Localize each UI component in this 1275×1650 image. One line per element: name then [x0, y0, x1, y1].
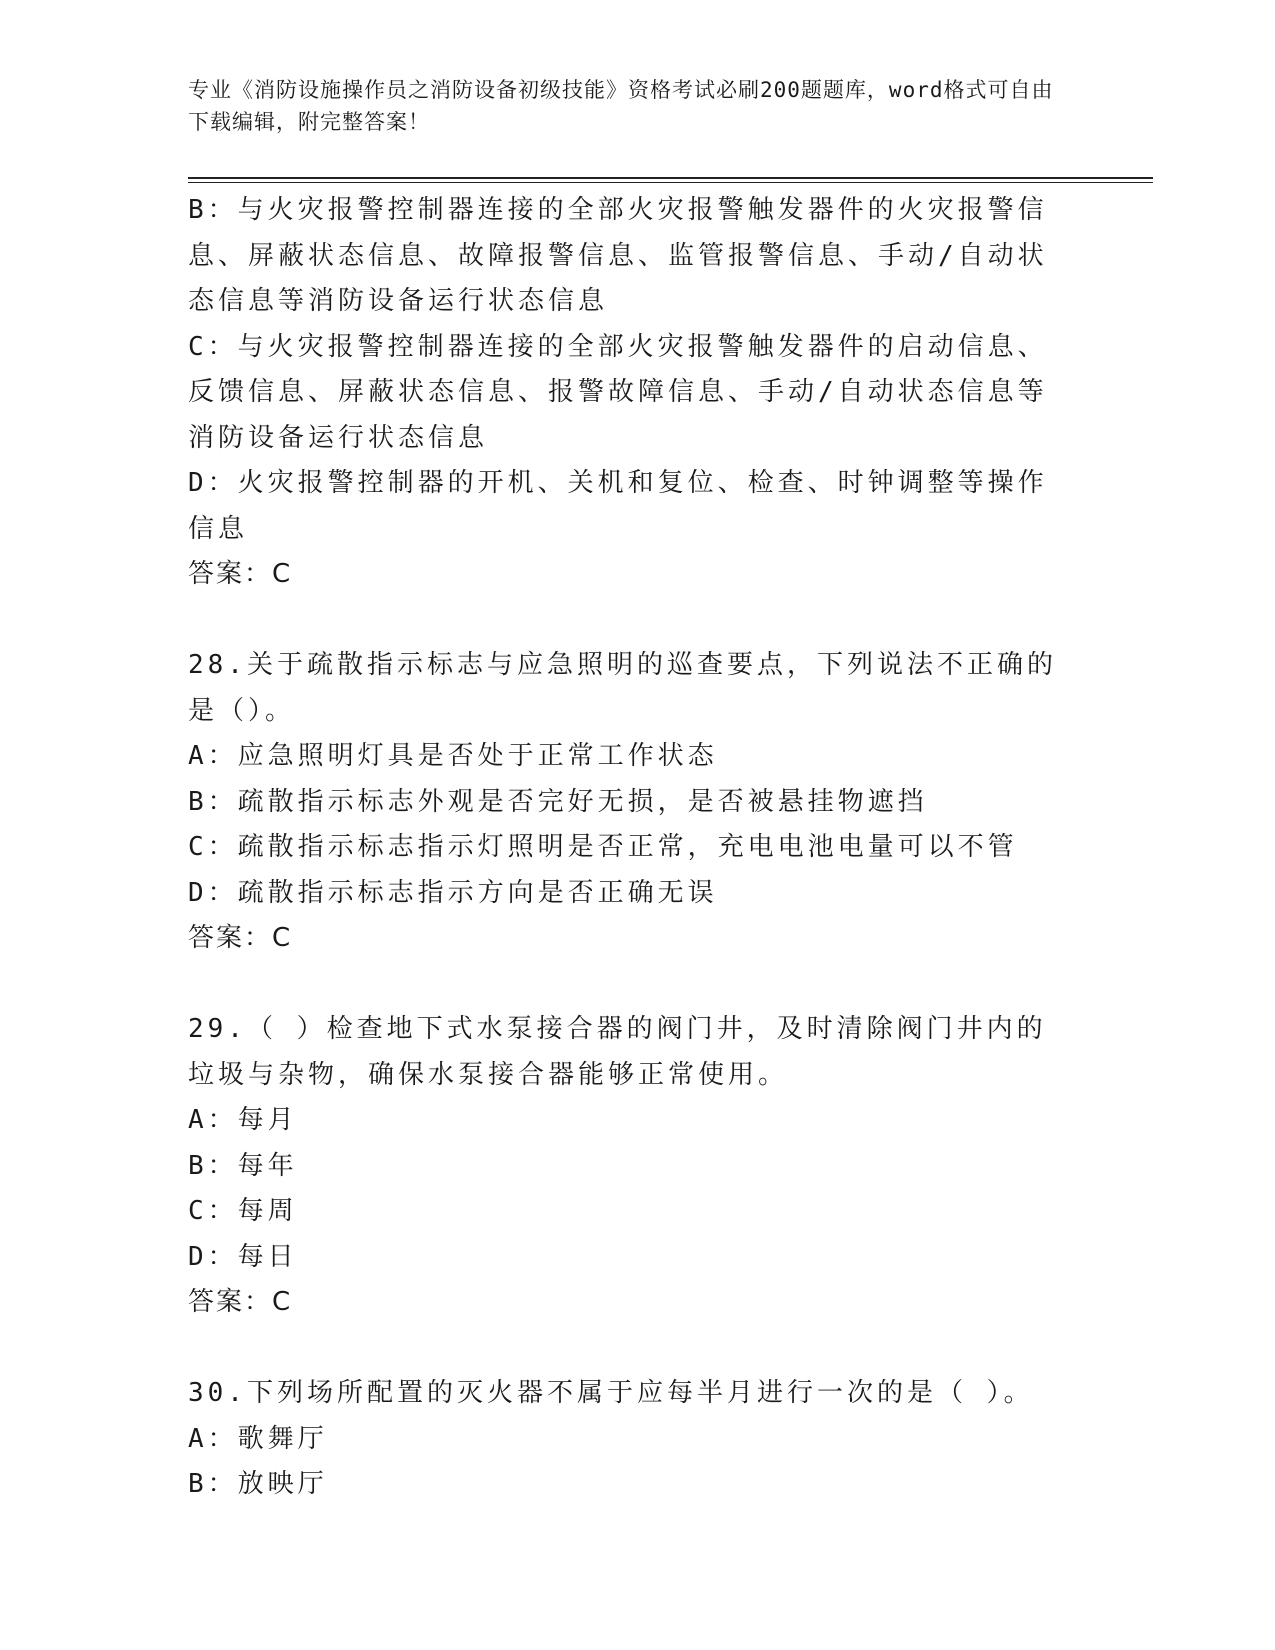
option-b: B：疏散指示标志外观是否完好无损，是否被悬挂物遮挡 [188, 786, 928, 817]
answer-text: 答案：C [188, 1287, 293, 1317]
question-block-27 [188, 188, 1068, 598]
answer-text: 答案：C [188, 559, 293, 589]
option-a: A：每月 [188, 1105, 298, 1135]
option-c: C：与火灾报警控制器连接的全部火灾报警触发器件的启动信息、反馈信息、屏蔽状态信息、报警故障信息、手动/自动状态信息等消防设备运行状态信息 [188, 331, 1048, 453]
question-block-28 [188, 643, 1068, 962]
question-block-30 [188, 1371, 1068, 1508]
option-c: C：疏散指示标志指示灯照明是否正常，充电电池电量可以不管 [188, 832, 1018, 862]
spacer [188, 598, 1068, 644]
question-stem: 28.关于疏散指示标志与应急照明的巡查要点，下列说法不正确的是（）。 [188, 650, 1057, 726]
option-d: D：疏散指示标志指示方向是否正确无误 [188, 877, 718, 908]
option-b: B：与火灾报警控制器连接的全部火灾报警触发器件的火灾报警信息、屏蔽状态信息、故障报警信息、监管报警信息、手动/自动状态信息等消防设备运行状态信息 [188, 195, 1048, 316]
option-d: D：火灾报警控制器的开机、关机和复位、检查、时钟调整等操作信息 [188, 468, 1048, 544]
spacer [188, 962, 1068, 1008]
option-c: C：每周 [188, 1196, 298, 1226]
question-stem: 30.下列场所配置的灭火器不属于应每半月进行一次的是（ ）。 [188, 1378, 1034, 1408]
option-b: B：每年 [188, 1150, 298, 1181]
question-stem: 29.（ ）检查地下式水泵接合器的阀门井，及时清除阀门井内的垃圾与杂物，确保水泵接合器能够正常使用。 [188, 1014, 1047, 1090]
option-b: B：放映厅 [188, 1469, 328, 1499]
document-header: 专业《消防设施操作员之消防设备初级技能》资格考试必刷200题题库，word格式可自由下载编辑，附完整答案！ [188, 78, 1054, 134]
option-d: D：每日 [188, 1241, 298, 1272]
question-content [188, 188, 1068, 1508]
question-block-29 [188, 1007, 1068, 1326]
option-a: A：歌舞厅 [188, 1423, 328, 1454]
header-divider [188, 177, 1153, 183]
spacer [188, 1326, 1068, 1372]
option-a: A：应急照明灯具是否处于正常工作状态 [188, 741, 718, 771]
answer-text: 答案：C [188, 923, 293, 953]
